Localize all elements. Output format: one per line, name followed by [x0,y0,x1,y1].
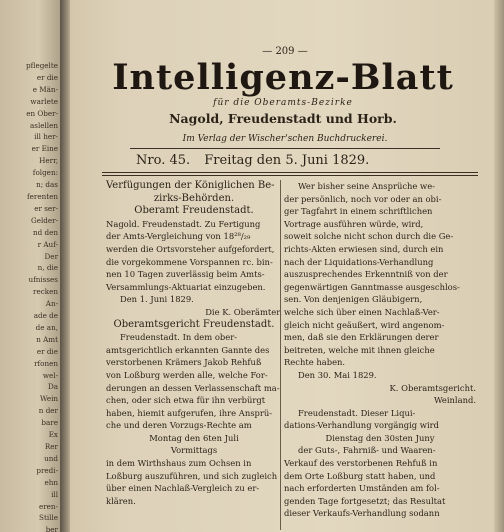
newspaper-page [70,0,504,532]
article-line: Vormittags [170,445,218,456]
article-line: beitreten, welche mit ihnen gleiche [284,344,435,355]
article-line: nach der Liquidations-Verhandlung [284,256,434,267]
facing-page-line: recken [33,287,58,297]
facing-page-line: Der [44,251,58,261]
facing-page-line: n Amt [36,334,58,344]
facing-page-line: ill [51,489,58,499]
page-edge [494,0,504,532]
article-line: Freudenstadt. Dieser Liqui- [298,407,416,418]
article-line: über einen Nachlaß-Vergleich zu er- [106,483,260,494]
facing-page-line: Rer [44,442,58,451]
article-line: ger Tagfahrt in einem schriftlichen [284,206,433,217]
article-line: gegenwärtigen Ganntmasse ausgeschlos- [284,281,460,292]
facing-page-line: ade de [33,311,58,321]
issue-line [136,153,436,168]
issue-rule [102,172,478,173]
facing-page-line: n, die [37,263,58,273]
article-line: Vortrage ausführen würde, wird, [284,218,424,229]
article-line: chen, oder sich etwa für ihn verbürgt [106,395,266,406]
article-line: werden die Ortsvorsteher aufgefordert, [106,243,275,254]
column-divider [280,180,281,530]
issue-date: Freitag den 5. Juni 1829. [204,153,370,168]
facing-page-line: de an, [35,322,58,332]
facing-page-line: Ex [48,430,58,440]
facing-page-line: er ser- [34,203,58,213]
article-line: che und deren Vorzugs-Rechte am [106,420,252,431]
article-line: klären. [106,495,136,506]
article-line: genden Tage fortgesetzt; das Resultat [284,495,446,506]
article-line: Dienstag den 30sten Juny [325,432,435,443]
article-line: Die K. Oberämter. [205,306,282,317]
article-line: die vorgekommene Vorspannen rc. bin- [106,256,273,267]
article-line: Oberamt Freudenstadt. [134,205,254,217]
article-line: der Amts-Vergleichung von 18²⁸/₂₉ [106,231,251,242]
top-rule [130,148,440,149]
article-line: Montag den 6ten Juli [149,432,239,443]
article-line: Verfügungen der Königlichen Be- [106,180,275,191]
article-line: Wer bisher seine Ansprüche we- [298,181,436,191]
article-line: haben, hiemit aufgerufen, ihre Ansprü- [106,407,273,418]
article-line: K. Oberamtsgericht. [389,382,476,393]
publisher-line: Im Verlag der Wischer'schen Buchdruckerei. [182,134,388,144]
facing-page-line: ufnisses [28,275,58,285]
article-line: auszusprechendes Erkenntniß von der [284,269,448,280]
facing-page-line: n der [38,406,58,416]
facing-page-line: und [44,453,58,463]
facing-page-line: en Ober- [26,108,58,118]
facing-page-line: wel- [42,370,58,380]
facing-page-line: er die [36,72,58,82]
article-line: nach erforderten Umständen am fol- [284,483,440,494]
facing-page-line: eren- [38,501,58,511]
article-line: gleich nicht geäußert, wird angenom- [284,319,445,330]
facing-page-line: r Auf- [37,239,58,249]
facing-page-line: Herr, [39,156,58,166]
facing-page-line: n; das [36,180,58,190]
facing-page-line: rfonen [34,358,58,368]
facing-page-fragment [0,0,64,532]
issue-number: Nro. 45. [136,153,191,168]
article-line: von Loßburg werden alle, welche For- [106,369,268,380]
article-line: men, daß sie den Erklärungen derer [284,332,439,343]
facing-page-line: An- [45,299,58,309]
article-line: Den 1. Juni 1829. [120,294,194,305]
facing-page-line: Gelder- [30,215,58,225]
article-line: dations-Verhandlung vorgängig wird [284,420,440,431]
article-line: nen 10 Tagen zuverlässig beim Amts- [106,269,265,280]
facing-page-line: ehn [44,477,58,487]
facing-page-line: folgen: [32,168,58,178]
facing-page-line: er Eine [31,144,58,154]
article-line: amtsgerichtlich erkannten Gannte des [106,344,270,355]
article-line: zirks-Behörden. [153,192,235,204]
article-line: dem Orte Loßburg statt haben, und [284,470,436,481]
article-line: Nagold. Freudenstadt. Zu Fertigung [106,218,261,229]
facing-page-line: er die [36,346,58,356]
right-column [284,180,476,520]
article-line: Verkauf des verstorbenen Rehfuß in [284,458,438,469]
article-line: soweit solche nicht schon durch die Ge- [284,231,454,242]
masthead-title: Intelligenz-Blatt [112,57,454,98]
facing-page-line: Stille [39,513,58,523]
masthead-subtitle: für die Oberamts-Bezirke [213,98,353,108]
facing-page-line: warlete [30,96,58,106]
facing-page-line: ill her- [34,132,58,142]
facing-page-line: pflegelte [26,61,58,70]
article-line: der persönlich, noch vor oder an obi- [284,193,442,204]
issue-rule-double [102,175,478,176]
facing-page-line: Wein [40,394,58,404]
article-line: dieser Verkaufs-Verhandlung sodann [284,508,440,519]
facing-page-line: Da [47,382,58,392]
facing-page-line: ber [45,525,58,532]
facing-page-line: predi- [36,465,58,475]
facing-page-line: e Män- [32,84,58,94]
article-line: derungen an dessen Verlassenschaft ma- [106,382,280,393]
article-line: Den 30. Mai 1829. [298,369,377,380]
facing-page-line: aslellen [29,120,58,130]
article-line: verstorbenen Krämers Jakob Rehfuß [106,357,262,368]
facing-page-line: ferenten [26,191,58,201]
article-line: sen. Von denjenigen Gläubigern, [284,294,423,305]
facing-page-text [26,60,58,532]
article-line: Rechte haben. [284,357,346,368]
facing-page-line: nd den [33,227,58,237]
article-line: richts-Akten erwiesen sind, durch ein [284,243,444,254]
article-line: in dem Wirthshaus zum Ochsen in [106,458,252,469]
article-line: Oberamtsgericht Freudenstadt. [113,318,275,330]
article-line: Loßburg auszuführen, und sich zugleich [106,470,278,481]
left-column [106,180,282,507]
article-line: der Guts-, Fahrniß- und Waaren- [298,445,436,456]
facing-page-line: bare [41,418,58,428]
masthead-districts: Nagold, Freudenstadt und Horb. [169,111,397,126]
article-line: Weinland. [433,395,476,406]
article-line: Freudenstadt. In dem ober- [120,332,238,343]
page-number: — 209 — [262,46,308,57]
article-line: welche sich über einen Nachlaß-Ver- [284,306,440,317]
article-line: Versammlungs-Aktuariat einzugeben. [106,281,266,292]
